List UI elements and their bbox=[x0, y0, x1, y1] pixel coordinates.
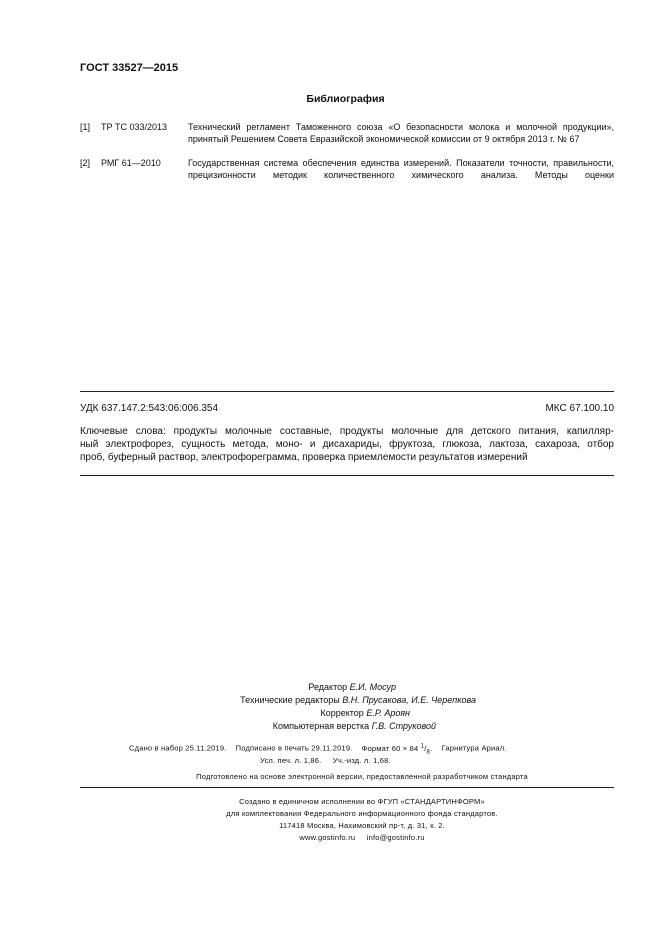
credit-layout bbox=[273, 720, 436, 733]
format-sep: / bbox=[424, 743, 427, 753]
font-name: Гарнитура Ариал. bbox=[441, 743, 507, 753]
imprint-line-2 bbox=[260, 756, 520, 765]
bibliography-entry bbox=[80, 157, 614, 181]
format bbox=[362, 744, 433, 753]
credit-role: Компьютерная верстка bbox=[272, 721, 370, 731]
credit-role: Технические редакторы bbox=[240, 695, 340, 705]
format-suffix: . bbox=[430, 743, 433, 753]
credit-role: Корректор bbox=[320, 708, 364, 718]
credit-role: Редактор bbox=[308, 682, 348, 692]
publisher-line: Создано в единичном исполнении во ФГУП «СТАНДАРТИНФОРМ» bbox=[239, 797, 485, 806]
mks-code: МКС 67.100.10 bbox=[545, 403, 614, 414]
credit-corrector bbox=[320, 707, 410, 720]
entry-code: РМГ 61—2010 bbox=[101, 158, 161, 168]
set-date: Сдано в набор 25.11.2019. bbox=[129, 743, 227, 753]
entry-text: Государственная система обеспечения единства измерений. Показатели точности, правильности, прецизионности методик количественного химического анализа. Методы оценки bbox=[188, 158, 614, 180]
publisher-info bbox=[80, 796, 614, 844]
keywords-line: проб, буферный раствор, электрофореграмма, проверка приемлемости результатов измерений bbox=[80, 452, 528, 463]
format-num: 1 bbox=[420, 743, 425, 749]
imprint-note: Подготовлено на основе электронной версии, предоставленной разработчиком стандарта bbox=[196, 772, 528, 781]
udk-code: УДК 637.147.2:543:06:006.354 bbox=[80, 403, 219, 414]
keywords-line: Ключевые слова: продукты молочные составные, продукты молочные для детского питания, капилляр- bbox=[80, 426, 614, 437]
credit-tech-editors bbox=[240, 694, 476, 707]
credit-editor bbox=[308, 681, 396, 694]
credit-names: Е.Р. Ароян bbox=[366, 708, 410, 718]
credit-names: В.Н. Прусакова, И.Е. Черепкова bbox=[342, 695, 476, 705]
divider-bottom bbox=[80, 787, 614, 788]
imprint-line-1 bbox=[129, 743, 599, 755]
entry-number: [1] bbox=[80, 122, 91, 132]
bibliography-title: Библиография bbox=[306, 93, 385, 105]
entry-number: [2] bbox=[80, 158, 91, 168]
print-sheets: Усл. печ. л. 1,86. bbox=[260, 756, 322, 765]
format-den: 8 bbox=[426, 749, 431, 755]
entry-code: ТР ТС 033/2013 bbox=[101, 122, 168, 132]
pub-sheets: Уч.-изд. л. 1,68. bbox=[332, 756, 391, 765]
publisher-line: для комплектования Федерального информационного фонда стандартов. bbox=[226, 809, 498, 818]
keywords-line: ный электрофорез, сущность метода, моно- и дисахариды, фруктоза, глюкоза, лактоза, сахароза, отбор bbox=[80, 439, 614, 450]
entry-text: Технический регламент Таможенного союза «О безопасности молока и молочной продукции», принятый Решением Совета Евразийской экономической комиссии от 9 октября 2013 г. № 67 bbox=[188, 122, 614, 144]
divider-middle bbox=[80, 475, 614, 476]
publisher-line: 117418 Москва, Нахимовский пр-т, д. 31, к. 2. bbox=[279, 821, 445, 830]
credit-names: Г.В. Струковой bbox=[371, 721, 436, 731]
bibliography-entry bbox=[80, 121, 614, 157]
divider-top bbox=[80, 391, 614, 392]
standard-header: ГОСТ 33527—2015 bbox=[80, 62, 179, 74]
format-prefix: Формат 60 × 84 bbox=[361, 743, 419, 753]
print-date: Подписано в печать 29.11.2019. bbox=[235, 743, 353, 753]
keywords bbox=[80, 425, 614, 464]
credit-names: Е.И. Мосур bbox=[349, 682, 396, 692]
publisher-line: www.gostinfo.ru info@gostinfo.ru bbox=[299, 833, 425, 842]
